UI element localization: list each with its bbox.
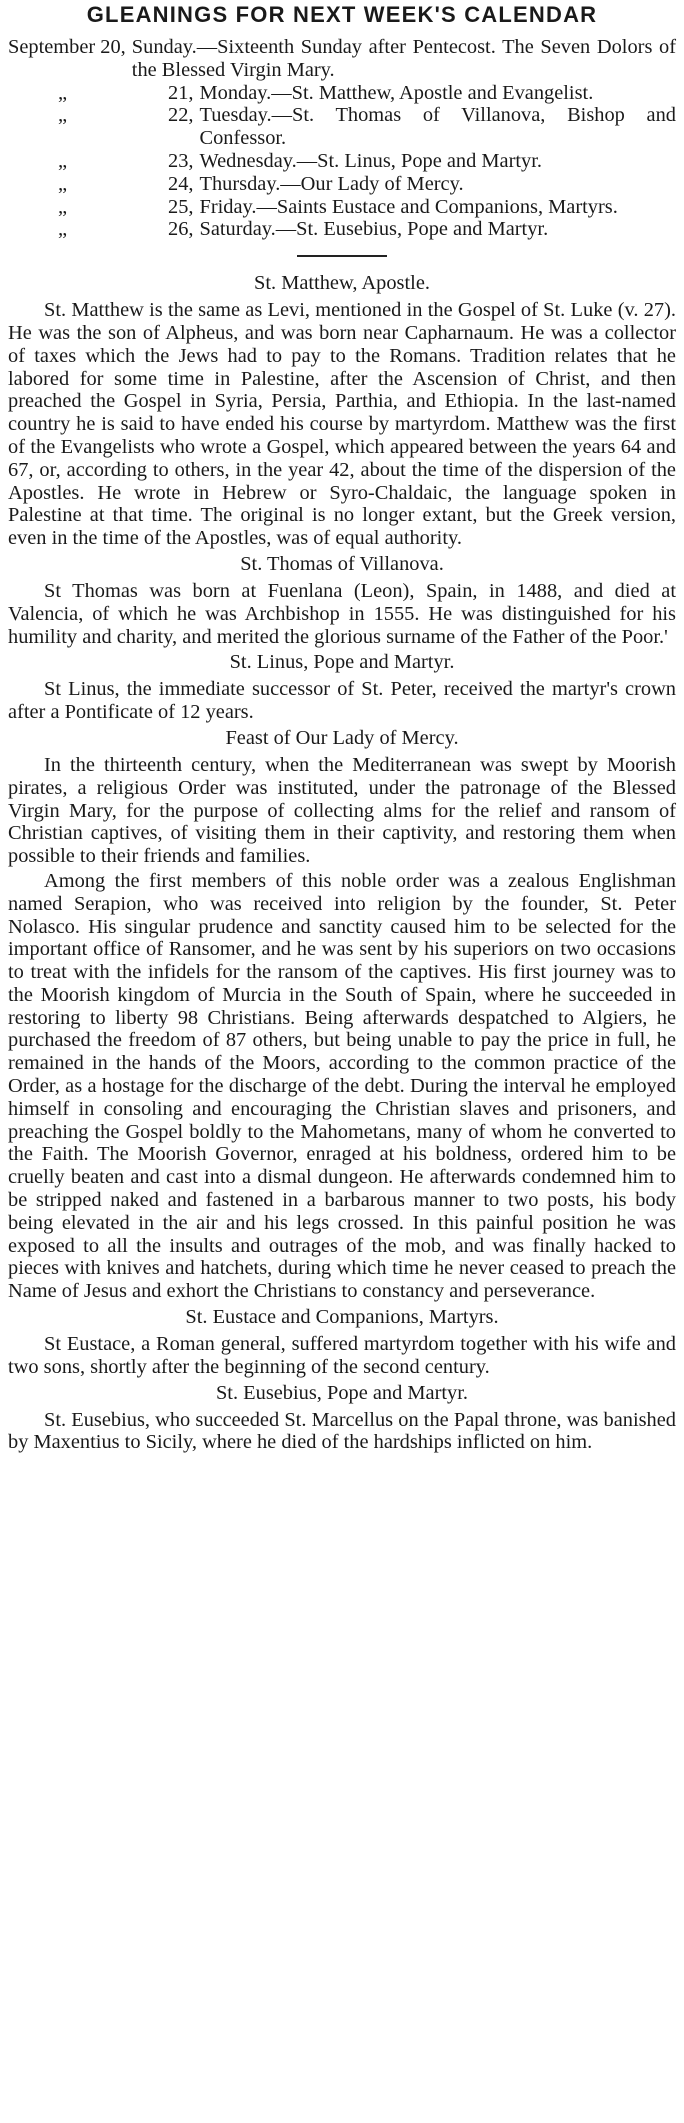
article-heading: St. Eusebius, Pope and Martyr. <box>215 1381 469 1404</box>
calendar-entry <box>8 104 676 150</box>
calendar-date: 25, <box>168 195 194 218</box>
article-heading: St. Eustace and Companions, Martyrs. <box>185 1306 499 1329</box>
article-paragraph: St. Matthew is the same as Levi, mentioned in the Gospel of St. Luke (v. 27). He was the son of Alpheus, and was born near Capharnaum. He was a collector of taxes which the Jews had to pay to the Romans. Tradition relates that he labored for some time in Palestine, after the Ascension of Christ, and then preached the Gospel in Syria, Persia, Parthia, and Ethiopia. In the last-named country he is said to have ended his course by martyrdom. Matthew was the first of the Evangelists who wrote a Gospel, which appeared between the years 64 and 67, or, according to others, in the year 42, about the time of the dispersion of the Apostles. He wrote in Hebrew or Syro-Chaldaic, the language spoken in Palestine at that time. The original is no longer extant, but the Greek version, even in the time of the Apostles, was of equal authority. <box>8 299 676 550</box>
calendar-date: 24, <box>168 172 194 195</box>
calendar-feast: Sunday.—Sixteenth Sunday after Pentecost. The Seven Dolors of the Blessed Virgin Mary. <box>131 36 676 81</box>
article-paragraph: St Thomas was born at Fuenlana (Leon), Spain, in 1488, and died at Valencia, of which he was Archbishop in 1555. He was distinguished for his humility and charity, and merited the glorious surname of the Father of the Poor.' <box>8 579 676 648</box>
section-divider <box>297 255 387 257</box>
calendar-ditto-mark: „ <box>58 149 68 172</box>
calendar-feast: Friday.—Saints Eustace and Companions, Martyrs. <box>199 195 618 218</box>
calendar-ditto-mark: „ <box>58 104 68 127</box>
article-paragraph: In the thirteenth century, when the Mediterranean was swept by Moorish pirates, a religious Order was instituted, under the patronage of the Blessed Virgin Mary, for the purpose of collecting alms for the relief and ransom of Christian captives, of visiting them in their captivity, and restoring them when possible to their friends and families. <box>8 753 676 868</box>
calendar-date: 21, <box>168 81 194 104</box>
article-paragraph: St Eustace, a Roman general, suffered martyrdom together with his wife and two sons, shortly after the beginning of the second century. <box>8 1333 676 1378</box>
calendar-feast: Tuesday.—St. Thomas of Villanova, Bishop and Confessor. <box>199 104 676 150</box>
article-heading: Feast of Our Lady of Mercy. <box>225 726 459 749</box>
calendar-date: 26, <box>168 218 194 241</box>
calendar-date: September 20, <box>8 36 126 58</box>
calendar-entry <box>8 36 676 82</box>
article-paragraph: St Linus, the immediate successor of St. Peter, received the martyr's crown after a Pontificate of 12 years. <box>8 678 676 724</box>
calendar-entry <box>8 82 676 105</box>
calendar-entry <box>8 218 676 241</box>
calendar-entry <box>8 196 676 219</box>
calendar-feast: Thursday.—Our Lady of Mercy. <box>199 172 464 195</box>
article-paragraph: St. Eusebius, who succeeded St. Marcellus on the Papal throne, was banished by Maxentius to Sicily, where he died of the hardships inflicted on him. <box>8 1408 676 1454</box>
calendar-ditto-mark: „ <box>58 218 68 241</box>
column-masthead: GLEANINGS FOR NEXT WEEK'S CALENDAR <box>86 2 598 27</box>
calendar-entry <box>8 173 676 196</box>
article-heading: St. Thomas of Villanova. <box>240 552 444 575</box>
calendar-list <box>8 36 676 241</box>
article-heading: St. Matthew, Apostle. <box>254 272 430 295</box>
article-paragraph: Among the first members of this noble order was a zealous Englishman named Serapion, who was received into religion by the founder, St. Peter Nolasco. His singular prudence and sanctity caused him to be selected for the important office of Ransomer, and he was sent by his superiors on two occasions to treat with the infidels for the ransom of the captives. His first journey was to the Moorish kingdom of Murcia in the South of Spain, where he succeeded in restoring to liberty 98 Christians. Being afterwards despatched to Algiers, he purchased the freedom of 87 others, but being unable to pay the price in full, he remained in the hands of the Moors, according to the common practice of the Order, as a hostage for the discharge of the debt. During the interval he employed himself in consoling and encouraging the Christian slaves and prisoners, and preaching the Gospel boldly to the Mahometans, many of whom he converted to the Faith. The Moorish Governor, enraged at his boldness, ordered him to be cruelly beaten and cast into a dismal dungeon. He afterwards condemned him to be stripped naked and fastened in a barbarous manner to two posts, his body being elevated in the air and his legs crossed. In this painful position he was exposed to all the insults and outrages of the mob, and was finally hacked to pieces with knives and hatchets, during which time he never ceased to preach the Name of Jesus and exhort the Christians to constancy and perseverance. <box>8 869 676 1303</box>
calendar-entry <box>8 150 676 173</box>
article-heading: St. Linus, Pope and Martyr. <box>229 651 455 674</box>
saints-articles <box>8 271 676 1454</box>
calendar-feast: Monday.—St. Matthew, Apostle and Evangelist. <box>199 81 594 104</box>
calendar-ditto-mark: „ <box>58 81 68 104</box>
calendar-feast: Wednesday.—St. Linus, Pope and Martyr. <box>199 149 542 172</box>
calendar-date: 22, <box>168 104 194 127</box>
calendar-date: 23, <box>168 149 194 172</box>
calendar-feast: Saturday.—St. Eusebius, Pope and Martyr. <box>199 218 549 241</box>
calendar-ditto-mark: „ <box>58 172 68 195</box>
calendar-ditto-mark: „ <box>58 195 68 218</box>
